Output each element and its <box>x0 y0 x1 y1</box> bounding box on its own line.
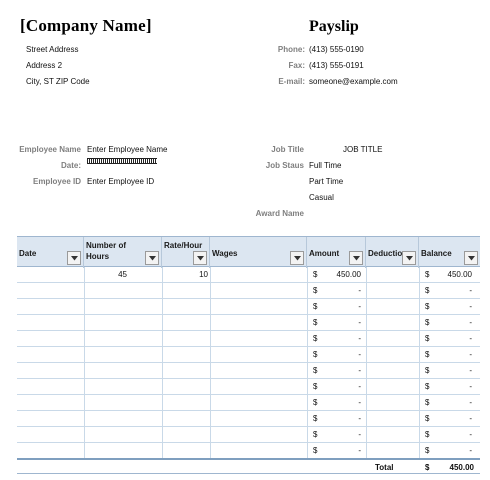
col-header-balance <box>419 237 480 268</box>
job-title-label: Job Title <box>271 145 304 154</box>
phone-value: (413) 555-0190 <box>309 45 364 54</box>
col-header-amount <box>307 237 366 268</box>
amount-currency[interactable]: $ <box>313 446 318 455</box>
job-status-label: Job Staus <box>265 161 304 170</box>
employee-name-label: Employee Name <box>19 145 81 154</box>
email-value: someone@example.com <box>309 77 398 86</box>
table-header <box>17 236 480 267</box>
col-header-label: Rate/Hour <box>164 241 203 250</box>
total-value: 450.00 <box>449 463 474 472</box>
table-row[interactable] <box>17 283 480 299</box>
amount-cell[interactable]: 450.00 <box>336 270 361 279</box>
table-row[interactable] <box>17 363 480 379</box>
balance-cell[interactable]: - <box>469 302 472 311</box>
amount-currency[interactable]: $ <box>313 414 318 423</box>
amount-cell[interactable]: - <box>358 430 361 439</box>
balance-currency[interactable]: $ <box>425 286 430 295</box>
total-label: Total <box>375 463 394 472</box>
amount-cell[interactable]: - <box>358 446 361 455</box>
address-line-2: Address 2 <box>26 61 63 70</box>
balance-cell[interactable]: - <box>469 350 472 359</box>
table-row[interactable] <box>17 267 480 283</box>
column-divider <box>162 267 163 458</box>
hours-cell[interactable]: 45 <box>118 270 127 279</box>
amount-cell[interactable]: - <box>358 414 361 423</box>
amount-currency[interactable]: $ <box>313 302 318 311</box>
column-divider <box>419 267 420 458</box>
dropdown-arrow-icon[interactable] <box>464 251 478 265</box>
col-header-date <box>17 237 84 268</box>
dropdown-arrow-icon[interactable] <box>349 251 363 265</box>
balance-currency[interactable]: $ <box>425 318 430 327</box>
col-header-label: Number of Hours <box>86 241 126 261</box>
table-row[interactable] <box>17 395 480 411</box>
dropdown-arrow-icon[interactable] <box>402 251 416 265</box>
total-row <box>17 458 480 474</box>
balance-cell[interactable]: - <box>469 366 472 375</box>
amount-cell[interactable]: - <box>358 366 361 375</box>
balance-cell[interactable]: - <box>469 446 472 455</box>
balance-currency[interactable]: $ <box>425 366 430 375</box>
balance-cell[interactable]: - <box>469 382 472 391</box>
amount-currency[interactable]: $ <box>313 270 318 279</box>
table-row[interactable] <box>17 347 480 363</box>
amount-currency[interactable]: $ <box>313 366 318 375</box>
amount-cell[interactable]: - <box>358 286 361 295</box>
col-header-label: Deductio <box>368 249 403 258</box>
amount-currency[interactable]: $ <box>313 430 318 439</box>
table-row[interactable] <box>17 315 480 331</box>
col-header-label: Date <box>19 249 37 258</box>
amount-currency[interactable]: $ <box>313 350 318 359</box>
table-row[interactable] <box>17 443 480 459</box>
page-title: Payslip <box>309 18 359 35</box>
job-status-option[interactable]: Casual <box>309 193 334 202</box>
amount-currency[interactable]: $ <box>313 398 318 407</box>
dropdown-arrow-icon[interactable] <box>67 251 81 265</box>
amount-cell[interactable]: - <box>358 350 361 359</box>
total-currency: $ <box>425 463 430 472</box>
company-name: [Company Name] <box>20 16 152 35</box>
amount-cell[interactable]: - <box>358 382 361 391</box>
balance-currency[interactable]: $ <box>425 350 430 359</box>
address-line-1: Street Address <box>26 45 79 54</box>
col-header-rate <box>162 237 210 268</box>
col-header-deductions <box>366 237 419 268</box>
amount-currency[interactable]: $ <box>313 286 318 295</box>
table-row[interactable] <box>17 379 480 395</box>
amount-cell[interactable]: - <box>358 302 361 311</box>
balance-currency[interactable]: $ <box>425 270 430 279</box>
col-header-hours <box>84 237 162 268</box>
job-title-field[interactable]: JOB TITLE <box>343 145 383 154</box>
balance-cell[interactable]: - <box>469 286 472 295</box>
column-divider <box>210 267 211 458</box>
balance-currency[interactable]: $ <box>425 414 430 423</box>
dropdown-arrow-icon[interactable] <box>290 251 304 265</box>
table-row[interactable] <box>17 411 480 427</box>
address-line-3: City, ST ZIP Code <box>26 77 90 86</box>
employee-name-field[interactable]: Enter Employee Name <box>87 145 168 154</box>
fax-value: (413) 555-0191 <box>309 61 364 70</box>
col-header-label: Amount <box>309 249 340 258</box>
balance-cell[interactable]: - <box>469 318 472 327</box>
employee-id-field[interactable]: Enter Employee ID <box>87 177 155 186</box>
balance-cell[interactable]: - <box>469 398 472 407</box>
job-status-option[interactable]: Full Time <box>309 161 342 170</box>
balance-cell[interactable]: - <box>469 414 472 423</box>
column-divider <box>84 267 85 458</box>
amount-cell[interactable]: - <box>358 318 361 327</box>
date-field[interactable] <box>87 158 157 164</box>
dropdown-arrow-icon[interactable] <box>193 251 207 265</box>
fax-label: Fax: <box>288 61 305 70</box>
amount-cell[interactable]: - <box>358 398 361 407</box>
balance-cell[interactable]: - <box>469 430 472 439</box>
amount-currency[interactable]: $ <box>313 318 318 327</box>
payslip-table <box>17 236 480 474</box>
amount-currency[interactable]: $ <box>313 334 318 343</box>
balance-currency[interactable]: $ <box>425 334 430 343</box>
amount-cell[interactable]: - <box>358 334 361 343</box>
col-header-label: Balance <box>421 249 452 258</box>
column-divider <box>307 267 308 458</box>
balance-currency[interactable]: $ <box>425 302 430 311</box>
balance-currency[interactable]: $ <box>425 430 430 439</box>
award-name-label: Award Name <box>255 209 304 218</box>
balance-currency[interactable]: $ <box>425 382 430 391</box>
balance-currency[interactable]: $ <box>425 398 430 407</box>
balance-cell[interactable]: 450.00 <box>447 270 472 279</box>
col-header-wages <box>210 237 307 268</box>
balance-cell[interactable]: - <box>469 334 472 343</box>
column-divider <box>366 267 367 458</box>
table-row[interactable] <box>17 331 480 347</box>
employee-id-label: Employee ID <box>32 177 81 186</box>
table-row[interactable] <box>17 427 480 443</box>
rate-cell[interactable]: 10 <box>199 270 208 279</box>
col-header-label: Wages <box>212 249 238 258</box>
email-label: E-mail: <box>278 77 305 86</box>
balance-currency[interactable]: $ <box>425 446 430 455</box>
phone-label: Phone: <box>277 45 305 54</box>
dropdown-arrow-icon[interactable] <box>145 251 159 265</box>
amount-currency[interactable]: $ <box>313 382 318 391</box>
job-status-option[interactable]: Part Time <box>309 177 344 186</box>
table-row[interactable] <box>17 299 480 315</box>
date-label: Date: <box>60 161 81 170</box>
